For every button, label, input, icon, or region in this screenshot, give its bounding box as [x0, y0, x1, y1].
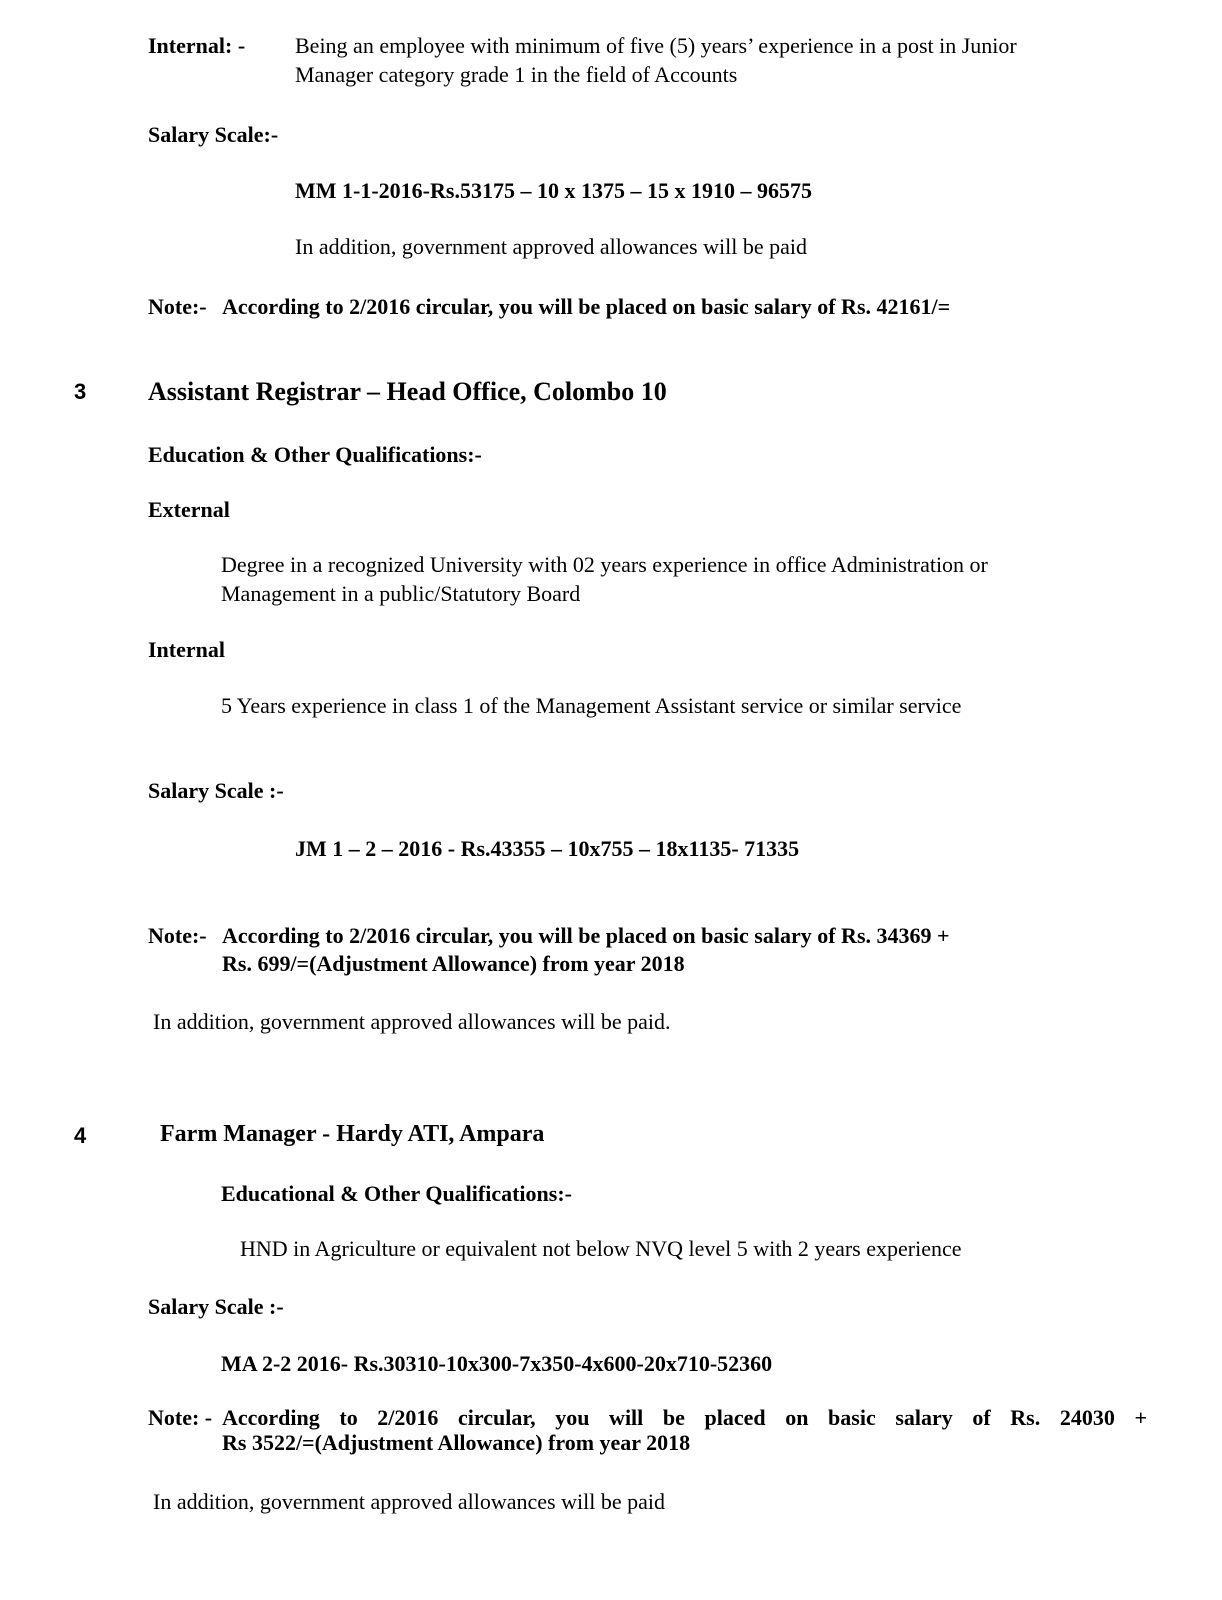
note-text-line-1-words: According to 2/2016 circular, you will be placed on basic salary of Rs. 24030 + [222, 1405, 1147, 1430]
note-label: Note: - [148, 1405, 213, 1430]
external-requirement-line-2: Management in a public/Statutory Board [221, 581, 581, 606]
allowance-text: In addition, government approved allowances will be paid [295, 234, 807, 259]
note-text: According to 2/2016 circular, you will be placed on basic salary of Rs. 42161/= [222, 294, 951, 319]
external-label: External [148, 497, 230, 522]
internal-label: Internal [148, 637, 225, 662]
education-requirement: HND in Agriculture or equivalent not below NVQ level 5 with 2 years experience [240, 1236, 962, 1261]
section-title: Assistant Registrar – Head Office, Colombo 10 [148, 377, 667, 406]
section-number: 4 [74, 1123, 87, 1148]
note-label: Note:- [148, 923, 207, 948]
salary-scale-label: Salary Scale:- [148, 122, 279, 147]
note-text-line-1: According to 2/2016 circular, you will be placed on basic salary of Rs. 34369 + [222, 923, 950, 948]
external-requirement-line-1: Degree in a recognized University with 02 years experience in office Administration or [221, 552, 988, 577]
section-title: Farm Manager - Hardy ATI, Ampara [160, 1121, 545, 1147]
salary-scale-label: Salary Scale :- [148, 778, 284, 803]
note-text-line-2: Rs 3522/=(Adjustment Allowance) from year 2018 [222, 1430, 691, 1455]
salary-scale-value: MM 1-1-2016-Rs.53175 – 10 x 1375 – 15 x 1910 – 96575 [295, 178, 812, 203]
education-heading: Education & Other Qualifications:- [148, 442, 482, 467]
internal-requirement-line-2: Manager category grade 1 in the field of Accounts [295, 62, 738, 87]
internal-requirement-line-1: Being an employee with minimum of five (5) years’ experience in a post in Junior [295, 33, 1017, 58]
allowance-text: In addition, government approved allowances will be paid. [153, 1009, 671, 1034]
note-label: Note:- [148, 294, 207, 319]
internal-label: Internal: - [148, 33, 246, 58]
internal-requirement: 5 Years experience in class 1 of the Management Assistant service or similar service [221, 693, 962, 718]
allowance-text: In addition, government approved allowances will be paid [153, 1489, 665, 1514]
salary-scale-value: JM 1 – 2 – 2016 - Rs.43355 – 10x755 – 18x1135- 71335 [295, 836, 800, 861]
salary-scale-value: MA 2-2 2016- Rs.30310-10x300-7x350-4x600-20x710-52360 [221, 1351, 773, 1376]
section-number: 3 [74, 379, 87, 404]
salary-scale-label: Salary Scale :- [148, 1294, 284, 1319]
note-text-line-1 [222, 1404, 1147, 1432]
education-heading: Educational & Other Qualifications:- [221, 1181, 572, 1206]
note-text-line-2: Rs. 699/=(Adjustment Allowance) from year 2018 [222, 951, 685, 976]
